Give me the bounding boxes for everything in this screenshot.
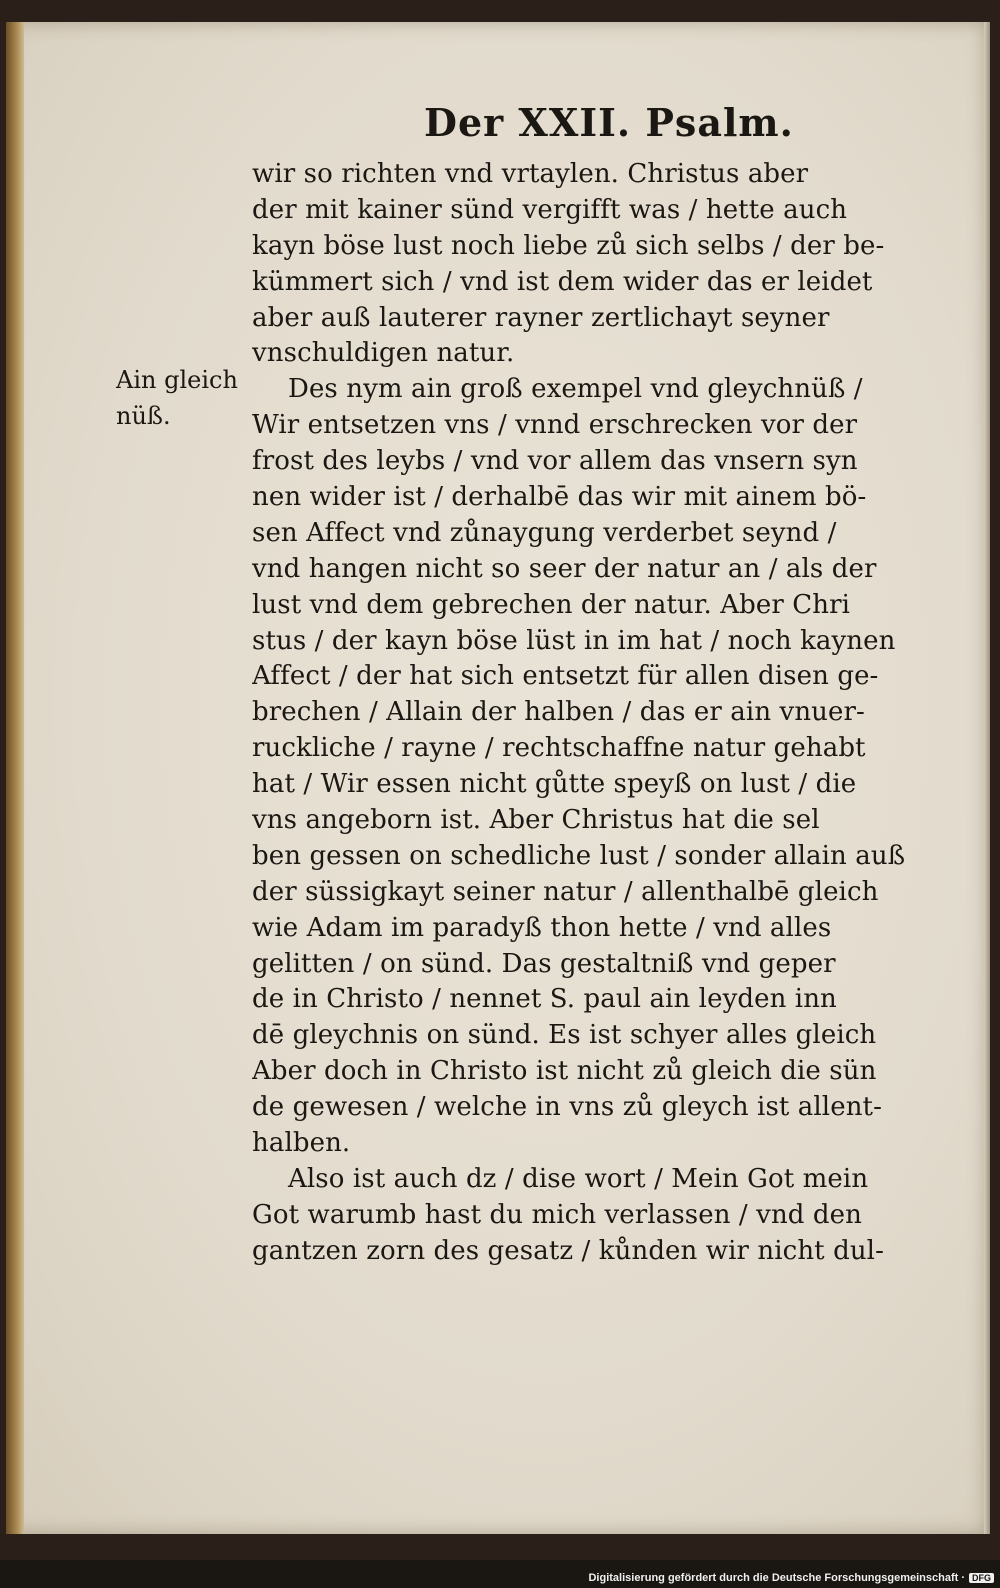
text-line: stus / der kayn böse lüst in im hat / noch kaynen [252,625,896,656]
text-line: frost des leybs / vnd vor allem das vnsern syn [252,446,858,477]
text-line: der süssigkayt seiner natur / allenthalbē gleich [252,876,879,907]
text-line: gantzen zorn des gesatz / kůnden wir nicht dul- [252,1235,884,1266]
text-line: Got warumb hast du mich verlassen / vnd den [252,1199,862,1230]
margin-note-line: nüß. [116,402,171,430]
text-line: de in Christo / nennet S. paul ain leyden inn [252,984,837,1015]
body-text [252,157,912,1270]
text-line: brechen / Allain der halben / das er ain vnuer- [252,697,865,728]
margin-note [116,362,238,434]
text-line: halben. [252,1128,351,1159]
text-line: gelitten / on sünd. Das gestaltniß vnd geper [252,948,836,979]
text-line: dē gleychnis on sünd. Es ist schyer alles gleich [252,1020,877,1051]
text-line: Des nym ain groß exempel vnd gleychnüß / [288,374,863,405]
text-line: kümmert sich / vnd ist dem wider das er leidet [252,266,873,297]
dfg-logo: DFG [969,1573,994,1583]
page-header: Der XXII. Psalm. [424,100,794,145]
text-line: lust vnd dem gebrechen der natur. Aber Chri [252,589,851,620]
text-line: kayn böse lust noch liebe zů sich selbs / der be- [252,230,885,261]
text-line: Also ist auch dz / dise wort / Mein Got mein [288,1163,869,1194]
margin-note-line: Ain gleich [116,366,238,394]
text-line: ruckliche / rayne / rechtschaffne natur gehabt [252,733,866,764]
text-line: wie Adam im paradyß thon hette / vnd alles [252,912,832,943]
text-line: Wir entsetzen vns / vnnd erschrecken vor der [252,410,858,441]
text-line: sen Affect vnd zůnaygung verderbet seynd / [252,517,837,548]
text-line: ben gessen on schedliche lust / sonder allain auß [252,840,906,871]
text-line: de gewesen / welche in vns zů gleych ist allent- [252,1092,882,1123]
page-right-edge [984,22,990,1534]
credit-text: Digitalisierung gefördert durch die Deutsche Forschungsgemeinschaft · [588,1572,965,1584]
digitization-credit [588,1572,994,1584]
text-line: vnd hangen nicht so seer der natur an / als der [252,553,877,584]
text-line: der mit kainer sünd vergifft was / hette auch [252,194,848,225]
text-line: Aber doch in Christo ist nicht zů gleich die sün [252,1056,877,1087]
text-line: Affect / der hat sich entsetzt für allen disen ge- [252,661,879,692]
text-line: hat / Wir essen nicht gůtte speyß on lust / die [252,769,857,800]
text-line: aber auß lauterer rayner zertlichayt seyner [252,302,830,333]
text-line: vnschuldigen natur. [252,338,515,369]
text-line: vns angeborn ist. Aber Christus hat die sel [252,805,820,836]
text-line: nen wider ist / derhalbē das wir mit ainem bö- [252,482,867,513]
page-binding-edge [6,22,24,1534]
text-line: wir so richten vnd vrtaylen. Christus aber [252,159,809,189]
